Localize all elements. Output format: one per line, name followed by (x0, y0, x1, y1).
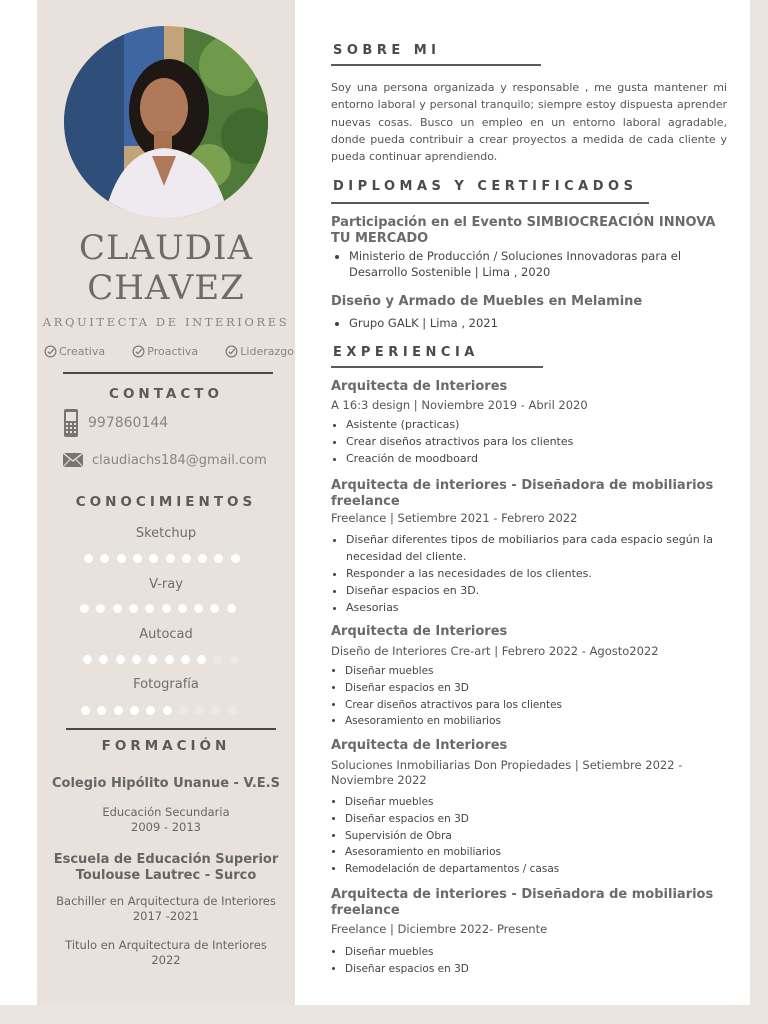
phone-number: 997860144 (88, 415, 169, 431)
job-bullets (328, 416, 746, 467)
list-item: • Diseñar muebles (345, 663, 745, 680)
skill-dot-filled (99, 655, 108, 664)
list-item: • Diseñar muebles (345, 944, 745, 961)
list-item: • Grupo GALK | Lima , 2021 (349, 315, 749, 332)
school-title: Toulouse Lautrec - Surco (75, 868, 257, 883)
skill-dot-filled (227, 604, 236, 613)
skill-dot-filled (145, 604, 154, 613)
contact-heading: CONTACTO (109, 386, 223, 402)
skill-dot-filled (84, 554, 93, 563)
diploma-bullets (331, 249, 735, 280)
list-item: • Diseñar diferentes tipos de mobiliarios para cada espacio según la necesidad del cliente. (346, 531, 746, 565)
skill-dot-filled (96, 604, 105, 613)
list-item: • Creación de moodboard (346, 450, 746, 467)
job-title: Arquitecta de interiores - Diseñadora de mobiliarios freelance (331, 478, 714, 509)
skill-dot-empty (230, 655, 239, 664)
trait-proactiva (132, 345, 198, 358)
skill-dot-filled (113, 604, 122, 613)
job-title: Arquitecta de Interiores (331, 624, 508, 639)
skills-heading: CONOCIMIENTOS (75, 494, 257, 510)
traits-row (44, 345, 294, 358)
skill-dot-filled (80, 604, 89, 613)
list-item: • Diseñar espacios en 3D (345, 680, 745, 697)
job-company-dates: Freelance | Setiembre 2021 - Febrero 2022 (331, 511, 578, 525)
divider (63, 372, 273, 374)
list-item: • Ministerio de Producción / Soluciones Innovadoras para el Desarrollo Sostenible | Lima , 2020 (349, 249, 735, 280)
skill-dot-filled (116, 655, 125, 664)
experience-heading: EXPERIENCIA (333, 345, 479, 360)
trait-creativa (44, 345, 105, 358)
skill-dot-filled (198, 554, 207, 563)
job-bullets (327, 944, 745, 978)
skill-dot-filled (132, 655, 141, 664)
skill-label: V-ray (149, 577, 183, 592)
skill-dot-filled (165, 655, 174, 664)
skill-dot-filled (83, 655, 92, 664)
skill-dot-filled (181, 655, 190, 664)
skill-dot-filled (162, 604, 171, 613)
diplomas-heading: DIPLOMAS Y CERTIFICADOS (333, 179, 638, 194)
school-years: 2009 - 2013 (131, 820, 201, 834)
school-detail: Educación Secundaria (102, 805, 230, 819)
school-title: Colegio Hipólito Unanue - V.E.S (52, 776, 280, 791)
skill-dot-filled (214, 554, 223, 563)
skill-dot-filled (149, 554, 158, 563)
trait-label: Proactiva (147, 345, 199, 358)
skill-label: Fotografía (133, 677, 199, 692)
job-bullets (327, 794, 745, 878)
list-item: • Diseñar muebles (345, 794, 745, 811)
skill-level-dots (83, 655, 253, 665)
education-heading: FORMACIÓN (101, 738, 231, 754)
skill-dot-filled (197, 655, 206, 664)
skill-dot-filled (114, 706, 123, 715)
skill-dot-filled (178, 604, 187, 613)
name-first: CLAUDIA (78, 228, 254, 268)
list-item: • Asesorias (346, 599, 746, 616)
diploma-title: Participación en el Evento SIMBIOCREACIÓN INNOVA (331, 215, 716, 230)
skill-dot-filled (97, 706, 106, 715)
check-circle-icon (225, 345, 238, 358)
check-circle-icon (132, 345, 145, 358)
skill-level-dots (80, 604, 250, 614)
section-underline (331, 202, 649, 204)
degree-title: Titulo en Arquitectura de Interiores (65, 938, 267, 952)
job-title: Arquitecta de interiores - Diseñadora de mobiliarios freelance (331, 887, 714, 918)
skill-dot-empty (179, 706, 188, 715)
skill-dot-filled (194, 604, 203, 613)
diploma-title: TU MERCADO (331, 231, 429, 246)
email-address[interactable]: claudiachs184@gmail.com (92, 452, 267, 468)
skill-dot-filled (129, 604, 138, 613)
job-company-dates: Diseño de Interiores Cre-art | Febrero 2022 - Agosto2022 (331, 644, 659, 658)
skill-dot-filled (166, 554, 175, 563)
diploma-title: Diseño y Armado de Muebles en Melamine (331, 294, 643, 309)
skill-dot-filled (146, 706, 155, 715)
job-company-dates: Freelance | Diciembre 2022- Presente (331, 922, 548, 936)
contact-phone (62, 408, 168, 438)
check-circle-icon (44, 345, 57, 358)
job-title: Arquitecta de Interiores (331, 379, 508, 394)
trait-label: Creativa (59, 345, 106, 358)
mobile-phone-icon (62, 408, 80, 438)
list-item: • Asistente (practicas) (346, 416, 746, 433)
skill-dot-filled (133, 554, 142, 563)
skill-dot-filled (81, 706, 90, 715)
job-bullets (327, 663, 745, 730)
trait-label: Liderazgo (240, 345, 294, 358)
list-item: • Supervisión de Obra (345, 828, 745, 845)
list-item: • Diseñar espacios en 3D (345, 811, 745, 828)
divider (66, 728, 276, 730)
list-item: • Crear diseños atractivos para los clientes (346, 433, 746, 450)
trait-liderazgo (225, 345, 294, 358)
list-item: • Responder a las necesidades de los clientes. (346, 565, 746, 582)
about-text: Soy una persona organizada y responsable , me gusta mantener mi entorno laboral y personal tranquilo; siempre estoy dispuesta aprender nuevas cosas. Busco un empleo en un entorno laboral agradable, donde pueda contribuir a crear proyectos a medida de cada cliente y pueda continuar aprendiendo. (331, 81, 727, 164)
school-title: Escuela de Educación Superior (53, 852, 279, 867)
list-item: • Asesoramiento en mobiliarios (345, 844, 745, 861)
email-envelope-icon (62, 452, 84, 468)
about-heading: SOBRE MI (333, 43, 441, 58)
skill-dot-filled (163, 706, 172, 715)
section-underline (331, 366, 543, 368)
profile-photo (64, 26, 268, 218)
skill-dot-filled (148, 655, 157, 664)
section-underline (331, 64, 541, 66)
skill-dot-filled (182, 554, 191, 563)
skill-level-dots (84, 554, 254, 564)
degree-years: 2022 (151, 953, 181, 967)
skill-dot-filled (100, 554, 109, 563)
list-item: • Remodelación de departamentos / casas (345, 861, 745, 878)
skill-dot-filled (231, 554, 240, 563)
name-last: CHAVEZ (87, 268, 245, 308)
list-item: • Diseñar espacios en 3D (345, 961, 745, 978)
contact-email (62, 452, 267, 468)
job-title: Arquitecta de Interiores (331, 738, 508, 753)
list-item: • Diseñar espacios en 3D. (346, 582, 746, 599)
job-company-dates: Soluciones Inmobiliarias Don Propiedades | Setiembre 2022 - Noviembre 2022 (331, 758, 683, 787)
diploma-bullets (331, 315, 749, 332)
skill-dot-filled (117, 554, 126, 563)
list-item: • Crear diseños atractivos para los clientes (345, 697, 745, 714)
job-bullets (328, 531, 746, 616)
degree-title: Bachiller en Arquitectura de Interiores (56, 894, 276, 908)
skill-label: Autocad (139, 627, 193, 642)
job-role: ARQUITECTA DE INTERIORES (42, 315, 290, 329)
page-edge (750, 0, 768, 1024)
skill-level-dots (81, 706, 251, 716)
skill-dot-empty (195, 706, 204, 715)
skill-dot-empty (211, 706, 220, 715)
skill-dot-filled (210, 604, 219, 613)
skill-dot-filled (130, 706, 139, 715)
skill-label: Sketchup (135, 526, 197, 541)
skill-dot-empty (228, 706, 237, 715)
job-company-dates: A 16:3 design | Noviembre 2019 - Abril 2020 (331, 398, 588, 412)
list-item: • Asesoramiento en mobiliarios (345, 713, 745, 730)
skill-dot-empty (213, 655, 222, 664)
degree-years: 2017 -2021 (132, 909, 200, 923)
